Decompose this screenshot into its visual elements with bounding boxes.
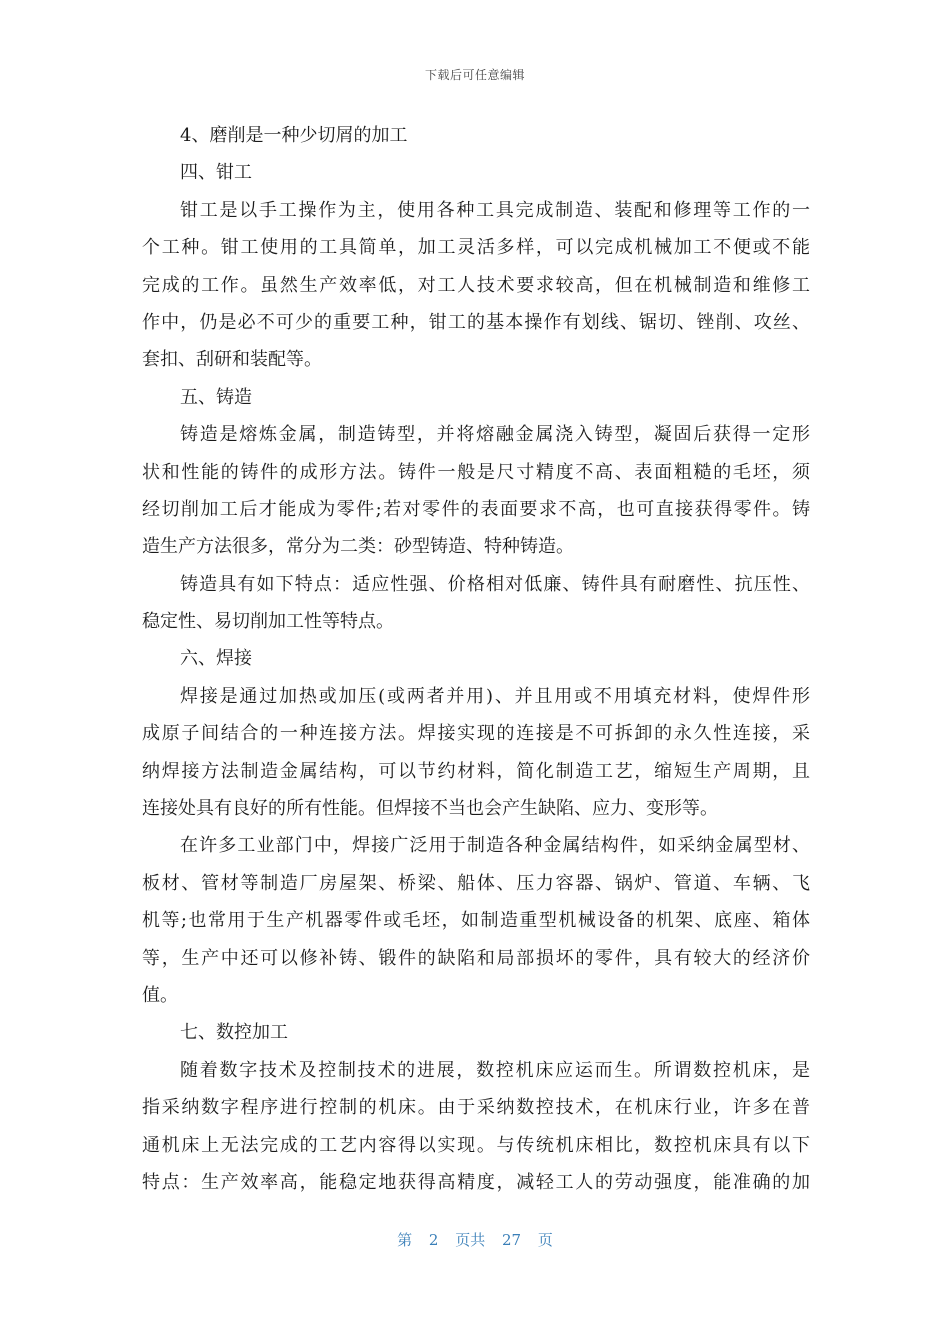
paragraph-line: 板材、管材等制造厂房屋架、桥梁、船体、压力容器、锅炉、管道、车辆、飞 — [142, 872, 810, 894]
page-number-footer: 第 2 页共 27 页 — [397, 1231, 553, 1249]
paragraph-line: 铸造是熔炼金属，制造铸型，并将熔融金属浇入铸型，凝固后获得一定形 — [180, 424, 810, 446]
paragraph-line: 等，生产中还可以修补铸、锻件的缺陷和局部损坏的零件，具有较大的经济价 — [142, 947, 810, 969]
paragraph-line: 特点：生产效率高，能稳定地获得高精度，减轻工人的劳动强度，能准确的加 — [142, 1171, 810, 1193]
section-heading: 五、铸造 — [180, 386, 252, 408]
section-heading: 四、钳工 — [180, 162, 252, 184]
list-item: 4、磨削是一种少切屑的加工 — [180, 125, 408, 146]
paragraph-line: 随着数字技术及控制技术的进展，数控机床应运而生。所谓数控机床，是 — [180, 1059, 810, 1081]
paragraph-line: 机等;也常用于生产机器零件或毛坯，如制造重型机械设备的机架、底座、箱体 — [142, 910, 810, 932]
paragraph-line: 完成的工作。虽然生产效率低，对工人技术要求较高，但在机械制造和维修工 — [142, 274, 810, 296]
paragraph-line: 经切削加工后才能成为零件;若对零件的表面要求不高，也可直接获得零件。铸 — [142, 498, 810, 520]
paragraph-line: 在许多工业部门中，焊接广泛用于制造各种金属结构件，如采纳金属型材、 — [180, 835, 810, 857]
paragraph-line: 作中，仍是必不可少的重要工种，钳工的基本操作有划线、锯切、锉削、攻丝、 — [142, 311, 810, 333]
paragraph-line: 套扣、刮研和装配等。 — [142, 349, 322, 371]
page-header: 下载后可任意编辑 — [424, 68, 525, 82]
paragraph-line: 造生产方法很多，常分为二类：砂型铸造、特种铸造。 — [142, 536, 574, 558]
paragraph-line: 指采纳数字程序进行控制的机床。由于采纳数控技术，在机床行业，许多在普 — [142, 1097, 810, 1119]
paragraph-line: 焊接是通过加热或加压(或两者并用)、并且用或不用填充材料，使焊件形 — [180, 685, 810, 707]
paragraph-line: 钳工是以手工操作为主，使用各种工具完成制造、装配和修理等工作的一 — [180, 199, 810, 221]
section-heading: 六、焊接 — [180, 648, 252, 670]
paragraph-line: 纳焊接方法制造金属结构，可以节约材料，简化制造工艺，缩短生产周期，且 — [142, 760, 810, 782]
paragraph-line: 成原子间结合的一种连接方法。焊接实现的连接是不可拆卸的永久性连接，采 — [142, 723, 810, 745]
document-body — [142, 117, 810, 1201]
paragraph-line: 值。 — [142, 984, 178, 1006]
paragraph-line: 连接处具有良好的所有性能。但焊接不当也会产生缺陷、应力、变形等。 — [142, 798, 718, 820]
paragraph-line: 状和性能的铸件的成形方法。铸件一般是尺寸精度不高、表面粗糙的毛坯，须 — [142, 461, 810, 483]
paragraph-line: 个工种。钳工使用的工具简单，加工灵活多样，可以完成机械加工不便或不能 — [142, 237, 810, 259]
section-heading: 七、数控加工 — [180, 1022, 288, 1044]
paragraph-line: 稳定性、易切削加工性等特点。 — [142, 611, 394, 633]
paragraph-line: 铸造具有如下特点：适应性强、价格相对低廉、铸件具有耐磨性、抗压性、 — [180, 573, 810, 595]
paragraph-line: 通机床上无法完成的工艺内容得以实现。与传统机床相比，数控机床具有以下 — [142, 1134, 810, 1156]
